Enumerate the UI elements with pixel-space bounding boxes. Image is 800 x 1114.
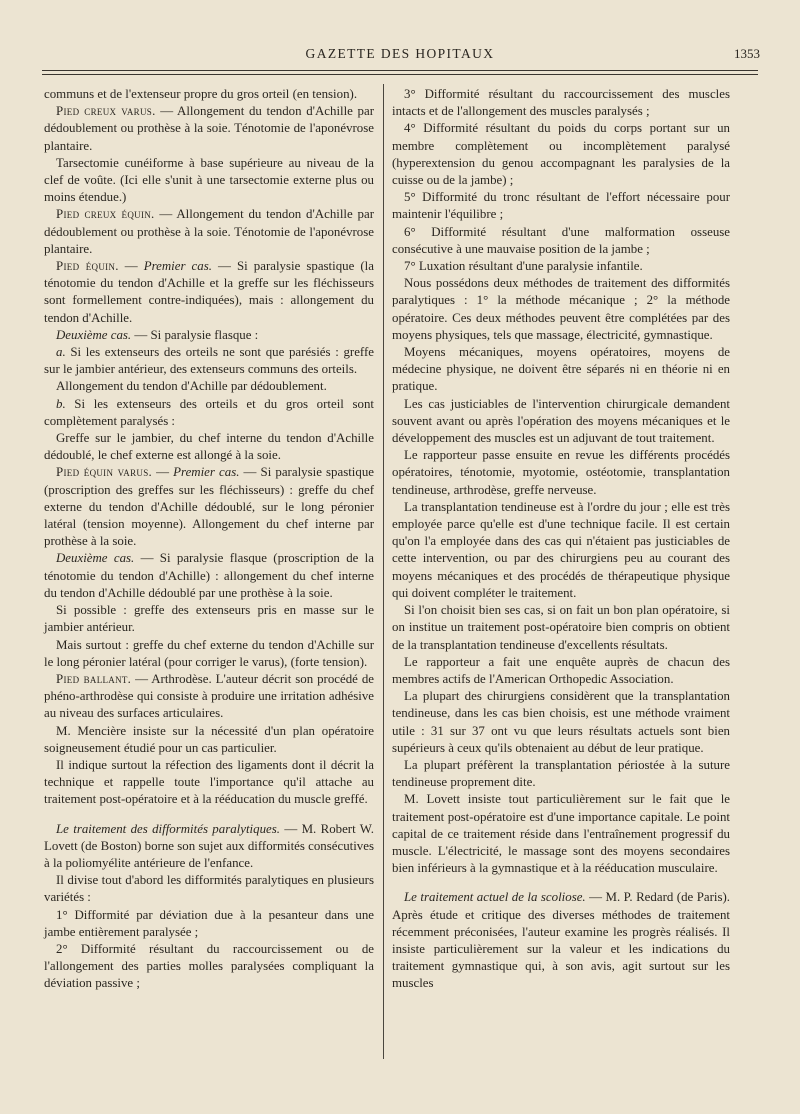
paragraph <box>392 275 730 344</box>
paragraph <box>44 637 374 671</box>
italic-heading: Deuxième cas. <box>56 551 135 566</box>
paragraph <box>392 654 730 688</box>
paragraph-text: M. Lovett insiste tout particulièrement sur le fait que le traitement post-opératoire est d'une importance capitale. Le point capital de ce traitement réside dans l'entraînement progressif du muscle. L'électricité, le massage sont des moyens secondaires bien inférieurs à la gymnastique et à la rééducation musculaire. <box>392 792 730 876</box>
paragraph-text: 5° Difformité du tronc résultant de l'effort nécessaire pour maintenir l'équilibre ; <box>392 190 730 222</box>
paragraph-text: Greffe sur le jambier, du chef interne du tendon d'Achille dédoublé, le chef externe est allongé à la soie. <box>44 431 374 463</box>
paragraph-text: Nous possédons deux méthodes de traitement des difformités paralytiques : 1° la méthode mécanique ; 2° la méthode opératoire. Ces deux méthodes peuvent être complétées par des moyens physiques, tels que massage, électricité, gymnastique. <box>392 276 730 342</box>
paragraph-text: 7° Luxation résultant d'une paralysie infantile. <box>404 259 643 274</box>
section-label: Pied équin. <box>56 259 119 274</box>
italic-heading: Premier cas. <box>143 259 212 274</box>
italic-heading: Deuxième cas. <box>56 327 132 342</box>
paragraph-text: Il divise tout d'abord les difformités paralytiques en plusieurs variétés : <box>44 873 374 905</box>
italic-heading: b. <box>56 396 66 411</box>
section-label: Pied creux équin. <box>56 207 155 222</box>
section-label: Pied équin varus. <box>56 465 153 480</box>
paragraph-text: Les cas justiciables de l'intervention chirurgicale demandent souvent avant ou après l'opération des moyens mécaniques et le développement des muscles est un adjuvant de tout traitement. <box>392 396 730 446</box>
paragraph-text: Si possible : greffe des extenseurs pris en masse sur le jambier antérieur. <box>44 603 374 635</box>
paragraph <box>392 224 730 258</box>
paragraph-text: communs et de l'extenseur propre du gros orteil (en tension). <box>44 87 358 101</box>
italic-heading: Premier cas. <box>173 465 240 480</box>
paragraph <box>44 723 374 757</box>
paragraph-text: — Si paralysie spastique (proscription des greffes sur les fléchisseurs) : greffe du chef externe du tendon d'Achille dédoublé, sur le long péronier latéral (tension moyenne). Allongement du chef interne par prothèse à la soie. <box>44 465 374 549</box>
paragraph-text: — Si paralysie flasque : <box>131 327 259 342</box>
paragraph-text: 6° Difformité résultant d'une malformation osseuse consécutive à une mauvaise position de la jambe ; <box>392 224 730 256</box>
paragraph-text: 1° Difformité par déviation due à la pesanteur dans une jambe entièrement paralysée ; <box>44 907 374 939</box>
paragraph <box>392 120 730 189</box>
italic-heading: Le traitement des difformités paralytiques. <box>56 821 280 836</box>
paragraph <box>44 155 374 207</box>
paragraph <box>392 602 730 654</box>
section-label: Pied ballant. <box>56 671 132 686</box>
paragraph <box>392 791 730 877</box>
paragraph <box>44 103 374 155</box>
paragraph-text: — Si paralysie spastique (la ténotomie du tendon d'Achille et la greffe sur les fléchisseurs sont formellement contre-indiquées), mais : allongement du tendon d'Achille. <box>44 259 374 325</box>
paragraph-text: Allongement du tendon d'Achille par dédoublement. <box>56 379 327 394</box>
paragraph-text: — M. Robert W. Lovett (de Boston) borne son sujet aux difformités consécutives à la poliomyélite antérieure de l'enfance. <box>44 821 374 870</box>
paragraph <box>392 189 730 223</box>
paragraph-text: La plupart des chirurgiens considèrent que la transplantation tendineuse, dans les cas bien choisis, est une méthode vraiment utile : 31 sur 37 ont vu que leurs résultats actuels sont bien supérieurs à ceux qu'ils obtenaient au début de leur pratique. <box>392 689 730 755</box>
paragraph <box>392 258 730 275</box>
page-header <box>40 46 760 66</box>
section-label: Pied creux varus. <box>56 104 156 119</box>
paragraph-text: 4° Difformité résultant du poids du corps portant sur un membre complètement ou incomplètement paralysé (hyperextension du genou accompagnant les paralysies de la cuisse ou de la jambe) ; <box>392 121 730 188</box>
page-number: 1353 <box>734 46 760 61</box>
paragraph <box>392 688 730 757</box>
paragraph-text: — Allongement du tendon d'Achille par dédoublement ou prothèse à la soie. Ténotomie de l'aponévrose plantaire. <box>44 207 374 256</box>
paragraph-text: Si les extenseurs des orteils ne sont que parésiés : greffe sur le jambier antérieur, des extenseurs communs des orteils. <box>44 345 374 377</box>
paragraph <box>392 447 730 499</box>
paragraph <box>392 344 730 396</box>
paragraph-text: Moyens mécaniques, moyens opératoires, moyens de médecine physique, ne doivent être séparés ni en théorie ni en pratique. <box>392 345 730 394</box>
paragraph <box>392 86 730 120</box>
journal-title: GAZETTE DES HOPITAUX <box>305 46 495 61</box>
paragraph <box>44 821 374 873</box>
paragraph <box>44 464 374 550</box>
paragraph <box>392 889 730 992</box>
header-rule-top <box>42 70 758 71</box>
paragraph-text: — M. P. Redard (de Paris). Après étude et critique des diverses méthodes de traitement récemment préconisées, l'auteur examine les progrès réalisés. Il insiste particulièrement sur la valeur et les indications du traitement gymnastique qui, à son avis, agit surtout sur les muscles <box>392 890 730 991</box>
paragraph-text: — Arthrodèse. L'auteur décrit son procédé de phéno-arthrodèse qui consiste à produire une irritation adhésive au niveau des surfaces articulaires. <box>44 671 374 721</box>
header-rule-bottom <box>42 74 758 75</box>
italic-heading: a. <box>56 345 66 360</box>
italic-heading: Le traitement actuel de la scoliose. <box>404 890 586 905</box>
paragraph <box>44 550 374 602</box>
paragraph <box>44 430 374 464</box>
paragraph-text: La transplantation tendineuse est à l'ordre du jour ; elle est très employée parce qu'elle est d'une technique facile. Il est certain qu'on l'a employée dans des cas qui n'étaient pas justiciables de cette intervention, ou par des chirurgiens peu au courant des moyens mécaniques et des procédés de thérapeutique physique qui doivent compléter le traitement. <box>392 499 730 600</box>
paragraph-text: — Allongement du tendon d'Achille par dédoublement ou prothèse à la soie. Ténotomie de l'aponévrose plantaire. <box>44 104 374 153</box>
paragraph <box>44 344 374 378</box>
paragraph <box>44 602 374 636</box>
paragraph-text: Si l'on choisit bien ses cas, si on fait un bon plan opératoire, si on institue un traitement post-opératoire bien compris on obtient de la transplantation tendineuse d'excellents résultats. <box>392 603 730 652</box>
left-column <box>44 86 374 993</box>
paragraph <box>392 396 730 448</box>
paragraph <box>44 396 374 430</box>
paragraph <box>44 86 374 103</box>
paragraph <box>44 907 374 941</box>
paragraph-text: Si les extenseurs des orteils et du gros orteil sont complètement paralysés : <box>44 396 374 428</box>
paragraph-text: M. Mencière insiste sur la nécessité d'un plan opératoire soigneusement étudié pour un cas particulier. <box>44 723 374 755</box>
right-column <box>392 86 730 993</box>
paragraph <box>44 327 374 344</box>
paragraph-text: Tarsectomie cunéiforme à base supérieure au niveau de la clef de voûte. (Ici elle s'unit à une tarsectomie externe plus ou moins étendue.) <box>44 155 374 205</box>
paragraph <box>392 499 730 602</box>
paragraph-text: Il indique surtout la réfection des ligaments dont il décrit la technique et rappelle toute l'importance qu'il attache au traitement post-opératoire et à la rééducation du muscle greffé. <box>44 757 374 807</box>
paragraph-text: Le rapporteur passe ensuite en revue les différents procédés opératoires, ténotomie, myotomie, ostéotomie, transplantation tendineuse, arthrodèse, greffe nerveuse. <box>392 448 730 497</box>
paragraph <box>44 757 374 809</box>
paragraph <box>44 872 374 906</box>
paragraph <box>44 206 374 258</box>
paragraph <box>392 757 730 791</box>
paragraph-text: Le rapporteur a fait une enquête auprès de chacun des membres actifs de l'American Orthopedic Association. <box>392 654 730 686</box>
paragraph <box>44 258 374 327</box>
paragraph-text: — <box>118 259 144 274</box>
paragraph <box>44 671 374 723</box>
column-divider <box>383 84 384 1059</box>
paragraph <box>44 378 374 395</box>
paragraph <box>44 941 374 993</box>
paragraph-text: La plupart préfèrent la transplantation périostée à la suture tendineuse proprement dite. <box>392 757 730 790</box>
paragraph-text: Mais surtout : greffe du chef externe du tendon d'Achille sur le long péronier latéral (pour corriger le varus), (forte tension). <box>44 637 374 669</box>
paragraph-text: — <box>152 465 174 480</box>
paragraph-text: 2° Difformité résultant du raccourcissement ou de l'allongement des parties molles paralysées compliquant la déviation passive ; <box>44 941 374 991</box>
paragraph-text: 3° Difformité résultant du raccourcissement des muscles intacts et de l'allongement des muscles paralysés ; <box>392 87 730 119</box>
paragraph-text: — Si paralysie flasque (proscription de la ténotomie du tendon d'Achille) : allongement du chef interne du tendon d'Achille dédoublé par une prothèse à la soie. <box>44 551 374 600</box>
